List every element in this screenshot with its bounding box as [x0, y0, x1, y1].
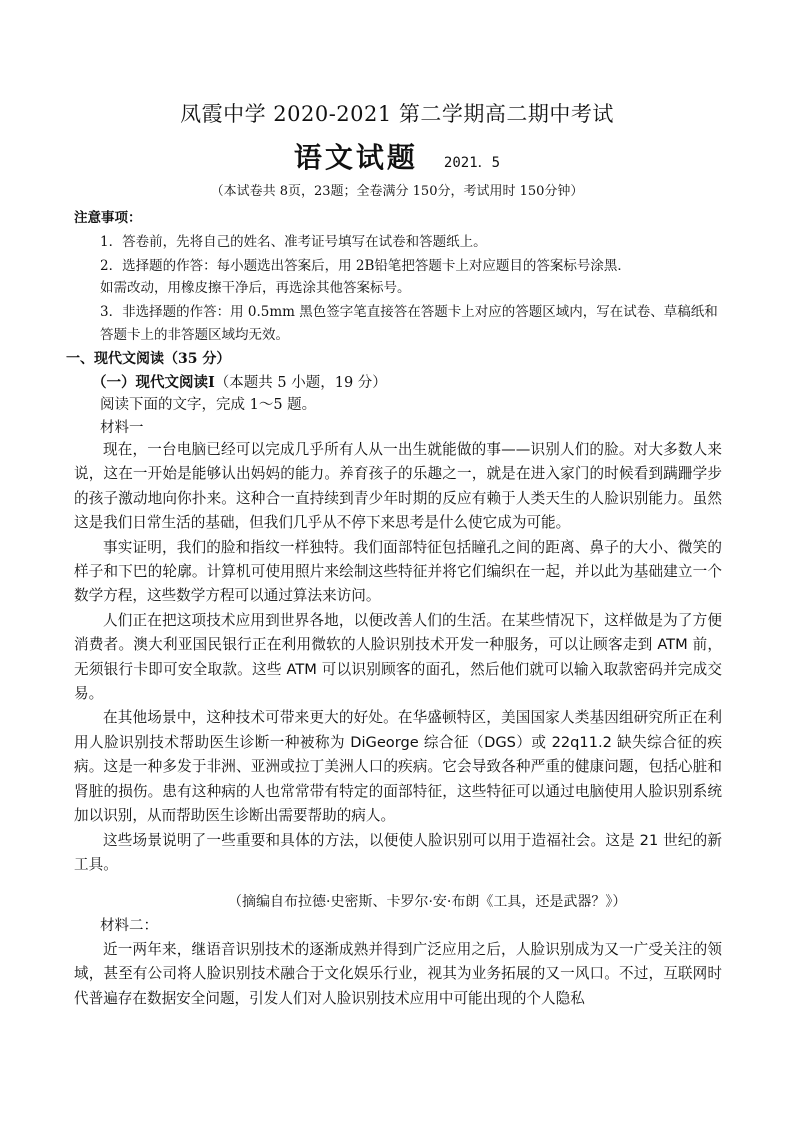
subject-title: 语文试题: [293, 141, 418, 174]
paragraph: 近一两年来，继语音识别技术的逐渐成熟并得到广泛应用之后，人脸识别成为又一广受关注的领域，甚至有公司将人脸识别技术融合于文化娱乐行业，视其为业务拓展的又一风口。不过，互联网时代普遍存在数据安全问题，引发人们对人脸识别技术应用中可能出现的个人隐私: [74, 941, 722, 1007]
paragraph: 人们正在把这项技术应用到世界各地，以便改善人们的生活。在某些情况下，这样做是为了方便消费者。澳大利亚国民银行正在利用微软的人脸识别技术开发一种服务，可以让顾客走到 ATM 前，无须银行卡即可安全取款。这些 ATM 可以识别顾客的面孔，然后他们就可以输入取款密码并完成交易。: [74, 611, 722, 703]
paragraph: 在其他场景中，这种技术可带来更大的好处。在华盛顿特区，美国国家人类基因组研究所正在利用人脸识别技术帮助医生诊断一种被称为 DiGeorge 综合征（DGS）或 22q11.2 缺失综合征的疾病。这是一种多发于非洲、亚洲或拉丁美洲人口的疾病。它会导致各种严重的健康问题，包括心脏和肾脏的损伤。患有这种病的人也常常带有特定的面部特征，这些特征可以通过电脑使用人脸识别系统加以识别，从而帮助医生诊断出需要帮助的病人。: [74, 709, 722, 825]
notice-item-3: 3．非选择题的作答：用 0.5mm 黑色签字笔直接答在答题卡上对应的答题区域内，写在试卷、草稿纸和: [100, 304, 718, 320]
exam-date: 2021．5: [443, 155, 501, 171]
notice-item-2-cont: 如需改动，用橡皮擦干净后，再选涂其他答案标号。: [100, 280, 411, 296]
paragraph: 这些场景说明了一些重要和具体的方法，以便使人脸识别可以用于造福社会。这是 21 世纪的新工具。: [74, 831, 722, 873]
notice-heading: 注意事项：: [74, 210, 142, 226]
notice-item-1: 1．答卷前，先将自己的姓名、准考证号填写在试卷和答题纸上。: [100, 234, 487, 250]
school-exam-title: 凤霞中学 2020-2021 第二学期高二期中考试: [180, 102, 614, 126]
subsection-title: （一）现代文阅读Ⅰ: [92, 374, 215, 391]
subsection-info: （本题共 5 小题，19 分）: [214, 375, 387, 391]
exam-info: （本试卷共 8页，23题；全卷满分 150分，考试用时 150分钟）: [210, 184, 584, 199]
material-1-source: （摘编自布拉德·史密斯、卡罗尔·安·布朗《工具，还是武器？》）: [228, 894, 627, 910]
material-1-label: 材料一: [100, 420, 144, 436]
subsection-heading: [92, 371, 387, 392]
subject-title-row: [0, 136, 794, 176]
reading-instruction: 阅读下面的文字，完成 1～5 题。: [100, 397, 317, 413]
notice-item-2: 2．选择题的作答：每小题选出答案后，用 2B铅笔把答题卡上对应题目的答案标号涂黑．: [100, 258, 631, 274]
notice-item-3-cont: 答题卡上的非答题区域均无效。: [100, 327, 289, 343]
material-1-body: [74, 438, 722, 877]
paragraph: 事实证明，我们的脸和指纹一样独特。我们面部特征包括瞳孔之间的距离、鼻子的大小、微笑的样子和下巴的轮廓。计算机可使用照片来绘制这些特征并将它们编织在一起，并以此为基础建立一个数学方程，这些数学方程可以通过算法来访问。: [74, 538, 722, 605]
material-2-label: 材料二：: [100, 918, 158, 934]
paragraph: 现在，一台电脑已经可以完成几乎所有人从一出生就能做的事——识别人们的脸。对大多数人来说，这在一开始是能够认出妈妈的能力。养育孩子的乐趣之一，就是在进入家门的时候看到蹒跚学步的孩子激动地向你扑来。这种合一直持续到青少年时期的反应有赖于人类天生的人脸识别能力。虽然这是我们日常生活的基础，但我们几乎从不停下来思考是什么使它成为可能。: [74, 441, 722, 532]
section-heading: 一、现代文阅读（35 分）: [66, 351, 231, 367]
material-2-body: [74, 938, 722, 1014]
